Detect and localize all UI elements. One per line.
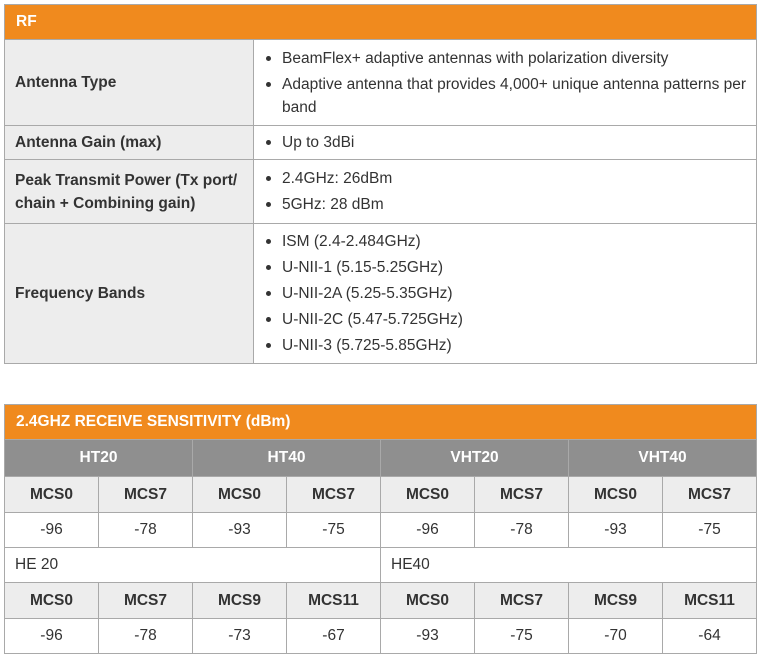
group-header-ht40: HT40 (193, 440, 381, 477)
sensitivity-value: -78 (99, 513, 193, 548)
sensitivity-value: -75 (663, 513, 757, 548)
rf-spec-table (4, 4, 757, 364)
group-header-he20: HE 20 (5, 548, 381, 583)
rf-value-item: U-NII-2C (5.47-5.725GHz) (254, 308, 748, 331)
rf-value-item: ISM (2.4-2.484GHz) (254, 230, 748, 253)
rf-value-item: BeamFlex+ adaptive antennas with polarization diversity (254, 47, 748, 70)
rf-row-peak-transmit-power (5, 160, 757, 224)
group-header-vht40: VHT40 (569, 440, 757, 477)
sensitivity-value: -73 (193, 619, 287, 654)
mcs-header: MCS9 (193, 583, 287, 619)
mcs-header: MCS0 (569, 477, 663, 513)
sensitivity-value: -67 (287, 619, 381, 654)
rf-value-item: U-NII-1 (5.15-5.25GHz) (254, 256, 748, 279)
mcs-header-row (5, 583, 757, 619)
rf-label: Antenna Gain (max) (5, 126, 254, 160)
mcs-header: MCS7 (663, 477, 757, 513)
rf-value-item: Up to 3dBi (254, 131, 748, 154)
mcs-header-row (5, 477, 757, 513)
rf-row-antenna-type (5, 40, 757, 126)
sensitivity-value: -75 (475, 619, 569, 654)
rf-value-list (254, 167, 748, 216)
mcs-header: MCS7 (287, 477, 381, 513)
receive-sensitivity-table (4, 404, 757, 654)
mcs-header: MCS7 (99, 583, 193, 619)
rf-value-item: 2.4GHz: 26dBm (254, 167, 748, 190)
sensitivity-value: -93 (193, 513, 287, 548)
sensitivity-value: -93 (381, 619, 475, 654)
rf-value-item: U-NII-2A (5.25-5.35GHz) (254, 282, 748, 305)
sensitivity-value: -96 (5, 619, 99, 654)
sensitivity-value: -64 (663, 619, 757, 654)
sensitivity-value: -96 (5, 513, 99, 548)
mcs-header: MCS0 (381, 583, 475, 619)
sensitivity-value-row (5, 513, 757, 548)
rf-value-list (254, 47, 748, 119)
he-group-row (5, 548, 757, 583)
sensitivity-value: -78 (475, 513, 569, 548)
sensitivity-value: -96 (381, 513, 475, 548)
rf-value-list (254, 131, 748, 154)
mcs-header: MCS11 (287, 583, 381, 619)
rf-value-item: Adaptive antenna that provides 4,000+ unique antenna patterns per band (254, 73, 748, 119)
rf-value-list (254, 230, 748, 357)
mcs-header: MCS0 (193, 477, 287, 513)
sensitivity-value: -70 (569, 619, 663, 654)
sensitivity-section-header: 2.4GHZ RECEIVE SENSITIVITY (dBm) (5, 405, 757, 440)
rf-label: Peak Transmit Power (Tx port/ chain + Combining gain) (5, 160, 254, 224)
rf-value-item: U-NII-3 (5.725-5.85GHz) (254, 334, 748, 357)
rf-row-frequency-bands (5, 224, 757, 364)
rf-label: Frequency Bands (5, 224, 254, 364)
group-header-vht20: VHT20 (381, 440, 569, 477)
rf-row-antenna-gain (5, 126, 757, 160)
mcs-header: MCS9 (569, 583, 663, 619)
mcs-header: MCS0 (5, 477, 99, 513)
group-header-he40: HE40 (381, 548, 757, 583)
group-header-ht20: HT20 (5, 440, 193, 477)
mcs-header: MCS7 (475, 583, 569, 619)
rf-label: Antenna Type (5, 40, 254, 126)
sensitivity-value-row (5, 619, 757, 654)
mode-group-row (5, 440, 757, 477)
mcs-header: MCS0 (5, 583, 99, 619)
sensitivity-value: -78 (99, 619, 193, 654)
rf-value-item: 5GHz: 28 dBm (254, 193, 748, 216)
rf-section-header: RF (5, 5, 757, 40)
sensitivity-value: -93 (569, 513, 663, 548)
mcs-header: MCS7 (475, 477, 569, 513)
mcs-header: MCS11 (663, 583, 757, 619)
sensitivity-value: -75 (287, 513, 381, 548)
mcs-header: MCS7 (99, 477, 193, 513)
mcs-header: MCS0 (381, 477, 475, 513)
